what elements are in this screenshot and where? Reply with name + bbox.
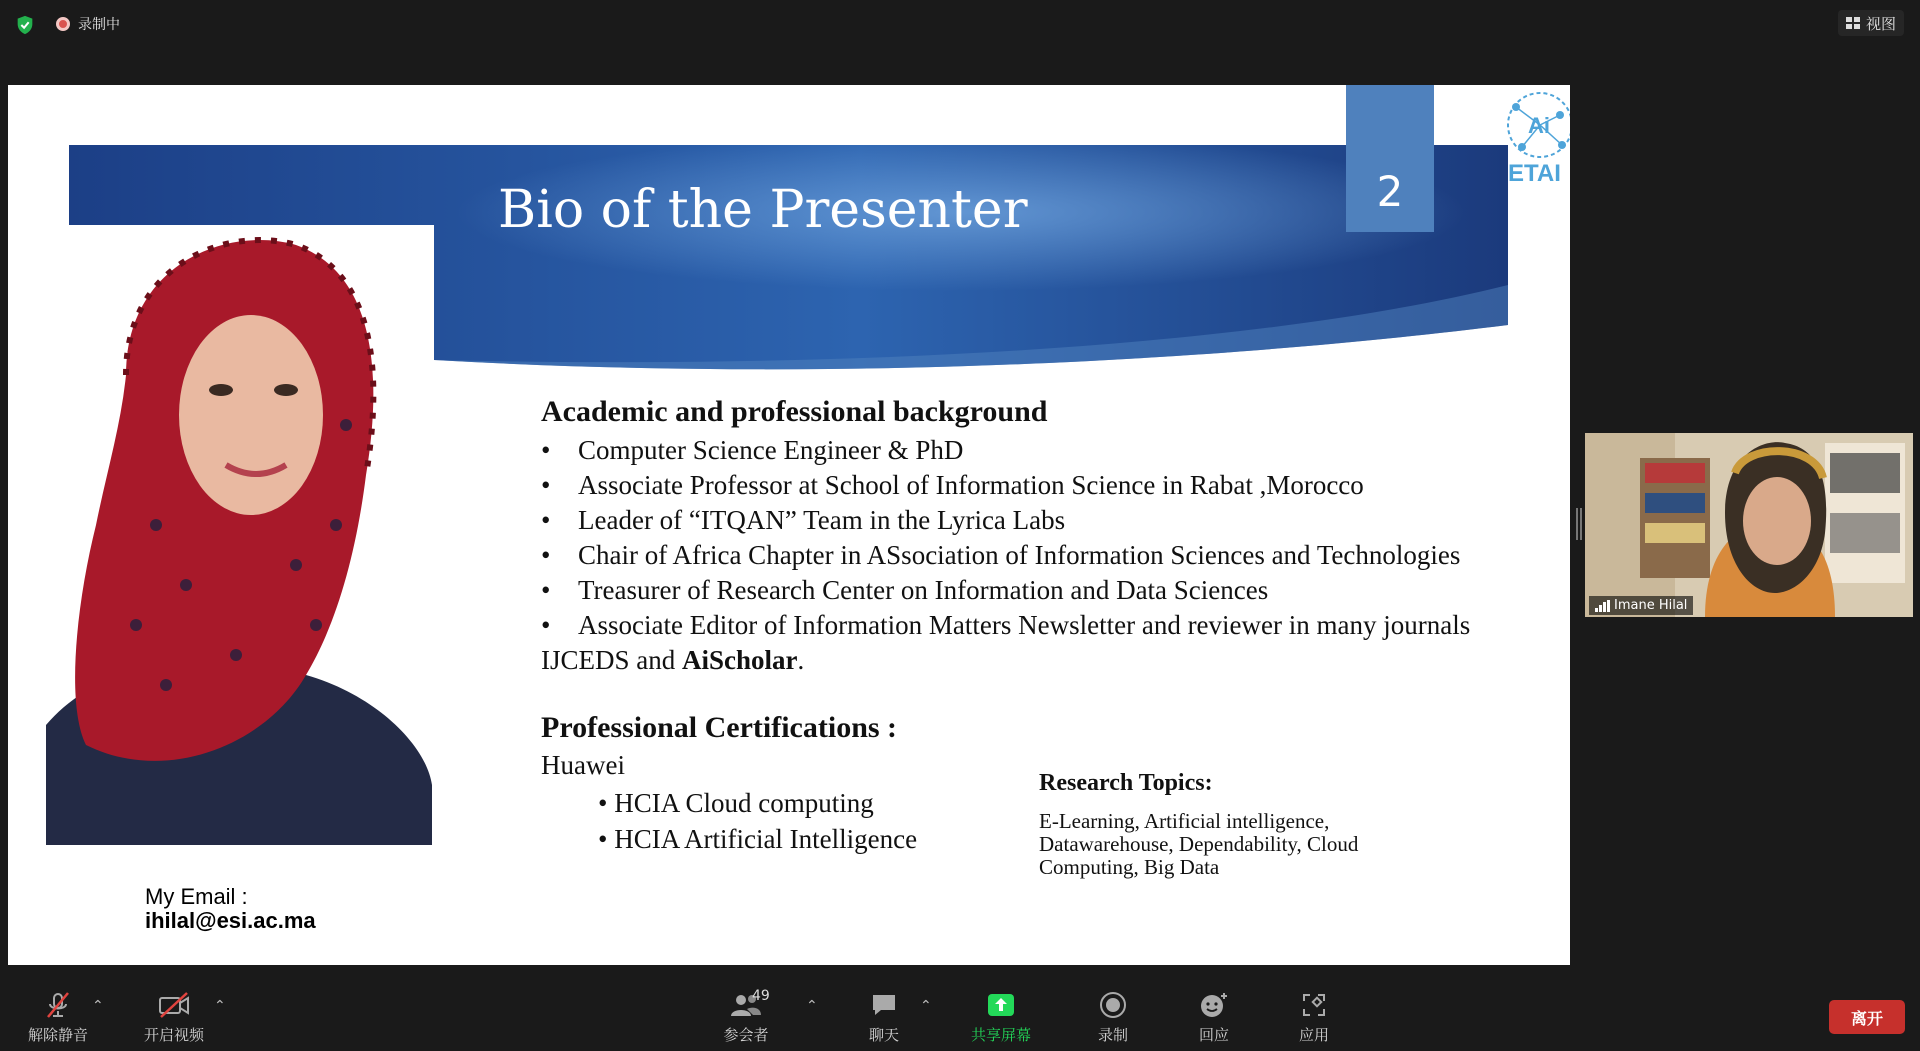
unmute-label: 解除静音 xyxy=(27,1026,88,1044)
background-bullet-list xyxy=(541,433,1561,678)
participant-video-feed xyxy=(1585,433,1913,617)
email-block xyxy=(145,885,316,933)
view-button[interactable] xyxy=(1838,10,1904,36)
record-button[interactable] xyxy=(1073,990,1153,1046)
share-screen-label: 共享屏幕 xyxy=(970,1026,1031,1044)
recording-label: 录制中 xyxy=(78,17,120,33)
chat-options-chevron-icon[interactable]: ⌃ xyxy=(920,998,932,1014)
email-label: My Email : xyxy=(145,884,248,909)
bullet-item: • Associate Editor of Information Matters Newsletter and reviewer in many journals xyxy=(541,610,1471,640)
meeting-toolbar xyxy=(0,980,1920,1051)
apps-label: 应用 xyxy=(1298,1026,1329,1044)
background-heading: Academic and professional background xyxy=(541,395,1048,428)
audio-options-chevron-icon[interactable]: ⌃ xyxy=(92,998,104,1014)
leave-meeting-button[interactable]: 离开 xyxy=(1829,1000,1905,1034)
presenter-photo xyxy=(46,225,432,845)
microphone-muted-icon xyxy=(43,990,73,1020)
reactions-button[interactable] xyxy=(1174,990,1254,1046)
video-options-chevron-icon[interactable]: ⌃ xyxy=(214,998,226,1014)
start-video-button[interactable] xyxy=(134,990,214,1046)
panel-resize-handle[interactable] xyxy=(1576,508,1582,540)
bullet-item: • Treasurer of Research Center on Information and Data Sciences xyxy=(541,575,1269,605)
certification-item: • HCIA Artificial Intelligence xyxy=(598,824,918,854)
research-topics-body: E-Learning, Artificial intelligence, Datawarehouse, Dependability, Cloud Computing, Big Data xyxy=(1039,809,1359,879)
share-screen-button[interactable] xyxy=(961,990,1041,1046)
top-bar xyxy=(0,0,1920,48)
camera-off-icon xyxy=(157,990,191,1020)
chat-icon xyxy=(869,991,899,1019)
svg-text:ETAI: ETAI xyxy=(1508,160,1561,187)
reactions-emoji-icon xyxy=(1199,991,1229,1019)
svg-text:Ai: Ai xyxy=(1528,113,1550,138)
share-screen-icon xyxy=(986,992,1016,1018)
page-number: 2 xyxy=(1376,167,1404,216)
certification-item: • HCIA Cloud computing xyxy=(598,788,874,818)
participants-options-chevron-icon[interactable]: ⌃ xyxy=(806,998,818,1014)
apps-button[interactable] xyxy=(1274,990,1354,1046)
participants-label: 参会者 xyxy=(723,1026,769,1044)
bullet-item: • Chair of Africa Chapter in ASsociation of Information Sciences and Technologies xyxy=(541,540,1461,570)
bullet-item: • Leader of “ITQAN” Team in the Lyrica Labs xyxy=(541,505,1066,535)
participant-video-tile[interactable] xyxy=(1585,433,1913,617)
recording-status[interactable] xyxy=(56,14,120,34)
view-label: 视图 xyxy=(1865,14,1896,33)
research-topics-heading: Research Topics: xyxy=(1039,770,1213,796)
grid-view-icon xyxy=(1846,17,1860,29)
etai-logo-icon xyxy=(1492,85,1570,189)
certifications-vendor: Huawei xyxy=(541,750,625,780)
slide-title: Bio of the Presenter xyxy=(498,180,1028,240)
participants-count: 49 xyxy=(752,988,770,1004)
chat-label: 聊天 xyxy=(868,1026,899,1044)
bullet-item: • Computer Science Engineer & PhD xyxy=(541,435,964,465)
participant-name: Imane Hilal xyxy=(1614,598,1688,613)
recording-dot-icon xyxy=(56,17,70,31)
journals-line: IJCEDS and AiScholar. xyxy=(541,645,805,675)
signal-strength-icon xyxy=(1595,600,1610,612)
record-icon xyxy=(1099,991,1127,1019)
shared-screen-slide xyxy=(8,85,1570,965)
certifications-heading: Professional Certifications : xyxy=(541,711,898,744)
chat-button[interactable] xyxy=(844,990,924,1046)
certifications-list xyxy=(598,785,917,857)
record-label: 录制 xyxy=(1097,1026,1128,1044)
security-shield-icon[interactable] xyxy=(14,14,36,36)
apps-icon xyxy=(1300,991,1328,1019)
email-address: ihilal@esi.ac.ma xyxy=(145,908,316,933)
start-video-label: 开启视频 xyxy=(143,1026,204,1044)
participant-nametag xyxy=(1589,596,1693,615)
reactions-label: 回应 xyxy=(1198,1026,1229,1044)
bullet-item: • Associate Professor at School of Information Science in Rabat ,Morocco xyxy=(541,470,1364,500)
unmute-button[interactable] xyxy=(18,990,98,1046)
participants-button[interactable] xyxy=(706,990,786,1046)
page-number-box xyxy=(1346,85,1434,232)
